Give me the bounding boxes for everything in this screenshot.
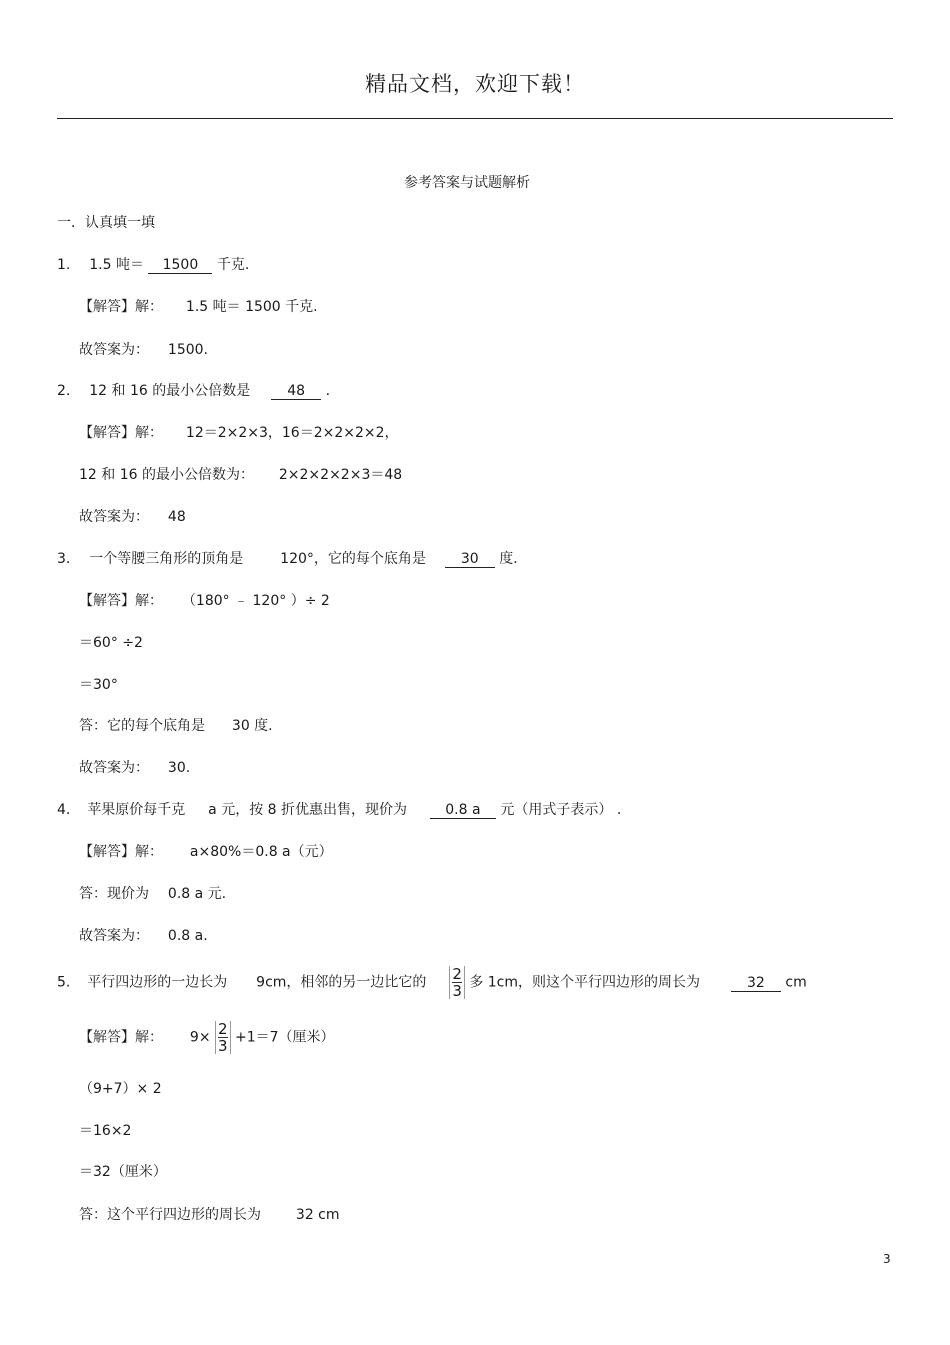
fraction-two-thirds: [449, 966, 465, 999]
solution-label: 【解答】解：: [79, 425, 163, 441]
header-title: 精品文档，欢迎下载！: [365, 72, 585, 96]
answer-line: [79, 926, 208, 946]
answer-value: 30.: [167, 760, 191, 776]
conclusion-line: [79, 716, 273, 736]
answer-blank: 48: [271, 383, 321, 400]
question-number: 4.: [57, 802, 71, 818]
solution-step: ＝30°: [79, 677, 118, 693]
question-1: [57, 255, 249, 275]
fraction-denominator: 3: [218, 1037, 228, 1055]
solution-line: [79, 423, 399, 443]
solution-label: 【解答】解：: [79, 593, 163, 609]
fraction-two-thirds: [215, 1021, 231, 1054]
page-number: 3: [883, 1252, 891, 1266]
fraction-denominator: 3: [452, 982, 462, 1000]
answer-line: [79, 507, 186, 527]
solution-label: 【解答】解：: [79, 1029, 163, 1046]
answer-label: 故答案为：: [79, 342, 149, 358]
solution-text: 12 和 16 的最小公倍数为：: [79, 467, 254, 483]
question-text: 9cm，相邻的另一边比它的: [256, 974, 427, 991]
conclusion-text: 30 度.: [231, 718, 273, 734]
question-text: a 元，按 8 折优惠出售，现价为: [208, 802, 408, 818]
question-2: [57, 381, 330, 401]
solution-line: [79, 591, 330, 611]
solution-text: 12＝2×2×3，16＝2×2×2×2，: [185, 425, 399, 441]
question-text: 120°，它的每个底角是: [280, 551, 426, 567]
question-number: 2.: [57, 383, 71, 399]
question-5: [57, 966, 807, 999]
conclusion-text: 32 cm: [295, 1207, 340, 1223]
answer-label: 故答案为：: [79, 928, 149, 944]
solution-step: （9+7）× 2: [79, 1081, 162, 1097]
solution-step: ＝60° ÷2: [79, 635, 143, 651]
answer-blank: 30: [445, 551, 495, 568]
conclusion-line: [79, 1205, 340, 1225]
answer-label: 故答案为：: [79, 760, 149, 776]
header-divider: [57, 118, 893, 119]
solution-line: [79, 297, 318, 317]
fraction-numerator: 2: [218, 1020, 228, 1038]
conclusion-text: 答：它的每个底角是: [79, 718, 205, 734]
conclusion-text: 0.8 a 元.: [167, 886, 227, 902]
answer-blank: 0.8 a: [430, 802, 496, 819]
answer-blank: 32: [731, 975, 781, 992]
question-text: 度.: [499, 551, 518, 567]
question-text: cm: [785, 974, 807, 991]
question-3: [57, 549, 518, 569]
answer-value: 0.8 a.: [167, 928, 208, 944]
answer-line: [79, 340, 208, 360]
solution-text: +1＝7（厘米）: [235, 1029, 335, 1046]
solution-text: a×80%＝0.8 a（元）: [189, 844, 333, 860]
section-title: 一．认真填一填: [57, 215, 155, 231]
solution-text: 2×2×2×2×3＝48: [278, 467, 403, 483]
solution-step: ＝32（厘米）: [79, 1164, 167, 1180]
answer-label: 故答案为：: [79, 509, 149, 525]
solution-text: （180° ﹣ 120° ）÷ 2: [181, 593, 330, 609]
question-number: 1.: [57, 257, 71, 273]
question-4: [57, 800, 621, 820]
question-text: 元（用式子表示） .: [500, 802, 622, 818]
doc-title: 参考答案与试题解析: [404, 175, 530, 191]
question-number: 5.: [57, 974, 71, 991]
solution-text: 9×: [189, 1029, 211, 1046]
answer-value: 48: [167, 509, 186, 525]
solution-line: [79, 842, 333, 862]
solution-text: 1.5 吨＝ 1500 千克.: [185, 299, 318, 315]
question-text: .: [325, 383, 331, 399]
question-text: 12 和 16 的最小公倍数是: [89, 383, 251, 399]
question-text: 1.5 吨＝: [89, 257, 144, 273]
question-text: 平行四边形的一边长为: [87, 974, 228, 991]
question-text: 一个等腰三角形的顶角是: [89, 551, 244, 567]
conclusion-text: 答：这个平行四边形的周长为: [79, 1207, 261, 1223]
answer-line: [79, 758, 190, 778]
solution-label: 【解答】解：: [79, 299, 163, 315]
question-text: 苹果原价每千克: [87, 802, 186, 818]
question-text: 多 1cm，则这个平行四边形的周长为: [469, 974, 701, 991]
solution-line: [79, 465, 402, 485]
question-text: 千克.: [216, 257, 250, 273]
answer-blank: 1500: [148, 257, 212, 274]
fraction-numerator: 2: [452, 965, 462, 983]
solution-step: ＝16×2: [79, 1123, 132, 1139]
conclusion-text: 答：现价为: [79, 886, 149, 902]
conclusion-line: [79, 884, 226, 904]
solution-line: [79, 1021, 335, 1054]
solution-label: 【解答】解：: [79, 844, 163, 860]
question-number: 3.: [57, 551, 71, 567]
answer-value: 1500.: [167, 342, 208, 358]
